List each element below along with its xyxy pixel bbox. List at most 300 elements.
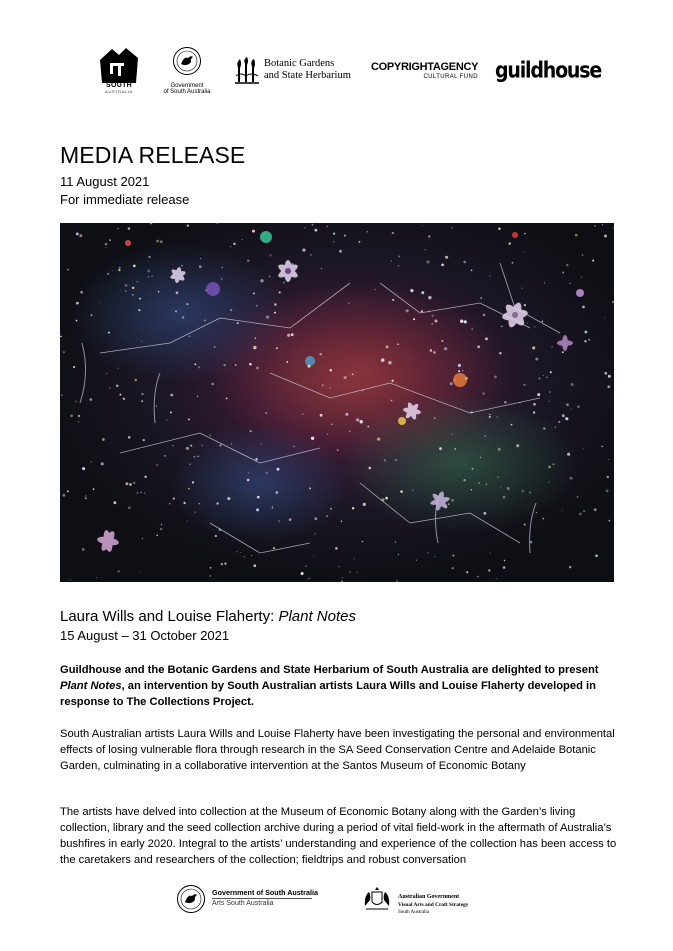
star [128, 227, 131, 230]
star [548, 482, 549, 483]
release-date: 11 August 2021 [60, 174, 150, 189]
star [546, 377, 547, 378]
government-sa-line2: of South Australia [163, 89, 211, 95]
star [410, 289, 413, 292]
exhibition-artists: Laura Wills and Louise Flaherty: [60, 608, 279, 625]
star [156, 240, 159, 243]
star [581, 276, 582, 277]
star [471, 489, 473, 491]
star [214, 346, 216, 348]
star [139, 298, 141, 300]
star [471, 270, 473, 272]
star [76, 232, 79, 235]
star [388, 361, 391, 364]
star [156, 535, 158, 537]
star [137, 281, 138, 282]
star [434, 417, 436, 419]
star [240, 552, 241, 553]
star [396, 580, 398, 582]
footer-gov-sa-line2: Arts South Australia [212, 900, 274, 907]
star [584, 340, 586, 342]
star [488, 569, 490, 571]
star [413, 318, 415, 320]
star [198, 503, 200, 505]
body-paragraph-1: South Australian artists Laura Wills and Louise Flaherty have been investigating the personal and environmental effects of losing vulnerable flora through research in the SA Seed Conservation Centre and Adelaide Botanic Garden, culminating in a collaborative intervention at the Santos Museum of Economic Botany [60, 728, 615, 772]
star [549, 401, 550, 402]
star [391, 380, 393, 382]
star [222, 267, 223, 268]
star [358, 241, 360, 243]
star [210, 575, 211, 576]
star [504, 401, 506, 403]
star [60, 336, 62, 338]
star [108, 332, 110, 334]
star [105, 243, 108, 246]
star [431, 315, 433, 317]
star [193, 456, 195, 458]
star [85, 495, 86, 496]
star [70, 579, 71, 580]
star [566, 403, 569, 406]
star [113, 501, 116, 504]
star [422, 225, 423, 226]
star [569, 566, 571, 568]
star [201, 445, 202, 446]
star [398, 256, 400, 258]
star [471, 328, 473, 330]
star [392, 299, 394, 301]
footer-piping-shrike-icon [176, 884, 206, 914]
star [276, 347, 278, 349]
star [484, 512, 487, 515]
star [477, 576, 479, 578]
star [176, 291, 179, 294]
star [172, 445, 173, 446]
south-australia-logo [96, 46, 142, 94]
star [454, 448, 456, 450]
star [102, 438, 105, 441]
star [231, 443, 232, 444]
star [305, 565, 306, 566]
star [187, 225, 189, 227]
star [173, 497, 175, 499]
star [530, 541, 533, 544]
star [489, 275, 490, 276]
star [592, 260, 594, 262]
star [391, 260, 392, 261]
star [503, 566, 506, 569]
star [137, 492, 139, 494]
star [434, 319, 437, 322]
star [582, 306, 585, 309]
star [366, 231, 368, 233]
botanic-gardens-line2: and State Herbarium [264, 70, 351, 81]
star [583, 510, 585, 512]
star [352, 373, 354, 375]
star [156, 405, 158, 407]
star [138, 309, 140, 311]
star [305, 228, 306, 229]
star [566, 264, 568, 266]
star [344, 235, 346, 237]
star [93, 488, 95, 490]
star [321, 268, 322, 269]
star [183, 502, 185, 504]
star [302, 413, 304, 415]
star [61, 394, 63, 396]
star [181, 265, 183, 267]
star [256, 367, 259, 370]
star [357, 572, 358, 573]
star [400, 490, 403, 493]
star [260, 279, 263, 282]
star [105, 247, 106, 248]
star [148, 276, 150, 278]
star [362, 541, 363, 542]
star [562, 510, 563, 511]
star [199, 265, 202, 268]
body-paragraph-2: The artists have delved into collection at the Museum of Economic Botany along with the Garden’s living collection, library and the seed collection archive during a period of vital field-work in the aftermath of Australia’s bushfires in early 2020. Integral to the artists’ understanding and experience of the collection has been access to the caretakers and researchers of the collection; fieldtrips and robust conversation [60, 806, 617, 866]
star [356, 418, 359, 421]
star [571, 408, 572, 409]
star [368, 467, 371, 470]
star [141, 393, 143, 395]
star [441, 263, 444, 266]
star [166, 419, 167, 420]
star [397, 344, 398, 345]
star [483, 392, 485, 394]
star [322, 384, 324, 386]
footer-aus-gov-line1: Australian Government [398, 894, 460, 900]
star [549, 391, 551, 393]
star [128, 436, 131, 439]
star [219, 444, 221, 446]
star [339, 250, 342, 253]
star [141, 400, 143, 402]
star [253, 346, 256, 349]
star [499, 352, 501, 354]
star [363, 503, 366, 506]
star [187, 521, 188, 522]
star [249, 363, 252, 366]
star [287, 334, 290, 337]
star [144, 493, 145, 494]
copyright-agency-logo [371, 61, 481, 80]
star [192, 481, 194, 483]
government-sa-line1: Government [170, 83, 204, 89]
star [133, 265, 136, 268]
lead-text-italic: Plant Notes [60, 680, 122, 692]
star [247, 259, 250, 262]
star [359, 420, 362, 423]
star [385, 497, 388, 500]
star [577, 406, 579, 408]
star [169, 503, 170, 504]
star [523, 384, 525, 386]
star [278, 520, 279, 521]
star [562, 272, 564, 274]
star [430, 349, 432, 351]
star [129, 483, 132, 486]
star [314, 229, 317, 232]
star [583, 448, 584, 449]
star [197, 456, 199, 458]
star [63, 351, 65, 353]
star [132, 287, 135, 290]
star [70, 414, 73, 417]
star [248, 472, 249, 473]
star [543, 375, 544, 376]
star [252, 230, 255, 233]
star [320, 414, 323, 417]
star [212, 383, 214, 385]
star [337, 449, 339, 451]
south-australia-name: SOUTH [106, 82, 132, 89]
star [484, 435, 485, 436]
star [381, 358, 384, 361]
star [472, 468, 474, 470]
star [386, 346, 389, 349]
star [354, 558, 355, 559]
star [533, 403, 536, 406]
star [501, 326, 502, 327]
star [480, 297, 482, 299]
star [117, 570, 119, 572]
star [230, 309, 232, 311]
star [427, 552, 428, 553]
star [541, 320, 543, 322]
star [117, 368, 118, 369]
star [253, 292, 255, 294]
star [524, 304, 526, 306]
star [333, 233, 335, 235]
star [243, 556, 245, 558]
star [441, 340, 443, 342]
star [151, 276, 152, 277]
star [80, 291, 83, 294]
star [539, 377, 541, 379]
footer-aus-gov-line2: Visual Arts and Craft Strategy [398, 902, 469, 908]
star [398, 554, 399, 555]
star [128, 506, 131, 509]
star [571, 383, 574, 386]
star [439, 447, 442, 450]
star [309, 487, 311, 489]
star [99, 302, 100, 303]
star [542, 518, 544, 520]
star [503, 496, 506, 499]
star [293, 445, 295, 447]
star [221, 563, 223, 565]
star [67, 269, 69, 271]
star [109, 239, 111, 241]
star [516, 444, 519, 447]
star [450, 382, 453, 385]
star [119, 394, 121, 396]
star [498, 227, 501, 230]
star [266, 315, 269, 318]
star [329, 387, 331, 389]
star [117, 228, 118, 229]
star [496, 416, 497, 417]
star [421, 310, 423, 312]
star [463, 261, 466, 264]
star [434, 556, 435, 557]
star [302, 249, 305, 252]
star [147, 270, 150, 273]
star [78, 415, 80, 417]
star [160, 240, 163, 243]
star [341, 580, 343, 582]
star [301, 572, 304, 575]
star [348, 302, 349, 303]
star [82, 548, 85, 551]
star [497, 476, 499, 478]
star [544, 283, 545, 284]
star [485, 338, 488, 341]
star [250, 430, 252, 432]
star [543, 427, 545, 429]
star [76, 302, 79, 305]
star [125, 284, 128, 287]
star [75, 401, 77, 403]
star [283, 282, 285, 284]
star [406, 309, 409, 312]
footer-gov-sa-logo [176, 884, 316, 916]
star [274, 312, 276, 314]
lead-text-end: , an intervention by South Australian artists Laura Wills and Louise Flaherty developed in response to The Collections Project. [60, 680, 596, 708]
star [233, 243, 235, 245]
botanic-gardens-logo [234, 56, 364, 86]
lead-paragraph [60, 662, 620, 710]
star [478, 482, 480, 484]
star [451, 499, 454, 502]
star [101, 462, 104, 465]
star [158, 291, 160, 293]
star [286, 361, 288, 363]
star [142, 538, 143, 539]
star [498, 448, 501, 451]
star [391, 400, 393, 402]
star [601, 446, 602, 447]
star [462, 370, 464, 372]
star [445, 256, 448, 259]
star [227, 497, 230, 500]
star [272, 507, 274, 509]
star [352, 507, 355, 510]
star [311, 224, 313, 226]
star [428, 235, 431, 238]
star [537, 393, 540, 396]
star [256, 305, 258, 307]
star [555, 427, 556, 428]
star [148, 256, 150, 258]
star [91, 314, 93, 316]
star [553, 463, 555, 465]
star [269, 275, 271, 277]
star [523, 252, 524, 253]
star [112, 271, 113, 272]
star [548, 466, 551, 469]
star [395, 459, 397, 461]
star [392, 232, 394, 234]
star [314, 555, 315, 556]
star [116, 385, 119, 388]
star [188, 488, 190, 490]
star [452, 567, 454, 569]
star [255, 337, 257, 339]
star [62, 494, 65, 497]
star [216, 502, 218, 504]
star [577, 496, 579, 498]
star [426, 260, 429, 263]
star [594, 508, 597, 511]
star [330, 508, 332, 510]
star [431, 323, 433, 325]
star [452, 555, 454, 557]
star [532, 346, 535, 349]
star [534, 326, 535, 327]
government-sa-logo [155, 46, 219, 95]
star [195, 512, 196, 513]
exhibition-name: Plant Notes [278, 608, 356, 625]
star [118, 269, 120, 271]
star [607, 476, 609, 478]
star [494, 376, 497, 379]
release-status: For immediate release [60, 192, 190, 207]
star [109, 387, 110, 388]
botanic-gardens-tree-icon [234, 56, 260, 84]
star [344, 376, 347, 379]
star [247, 479, 250, 482]
star [567, 453, 570, 456]
star [96, 577, 97, 578]
star [511, 424, 513, 426]
star [326, 226, 327, 227]
star [608, 375, 611, 378]
star [175, 310, 177, 312]
footer-gov-sa-rule [212, 898, 312, 899]
star [342, 577, 343, 578]
star [533, 411, 535, 413]
star [604, 235, 607, 238]
star [588, 339, 590, 341]
star [255, 458, 257, 460]
star [125, 290, 127, 292]
star [524, 524, 526, 526]
plant-notes-artwork [60, 223, 614, 582]
star [224, 563, 226, 565]
footer-aus-gov-logo [362, 886, 492, 918]
star [310, 254, 311, 255]
star [186, 447, 189, 450]
botanic-gardens-line1: Botanic Gardens [264, 58, 335, 69]
star [458, 370, 460, 372]
star [78, 421, 79, 422]
star [421, 291, 424, 294]
star [141, 340, 142, 341]
star [204, 320, 206, 322]
star [291, 333, 294, 336]
guildhouse-logo: guildhouse [495, 58, 602, 84]
star [194, 363, 196, 365]
star [428, 296, 431, 299]
star [490, 553, 491, 554]
star [156, 464, 158, 466]
star [349, 571, 350, 572]
star [452, 434, 453, 435]
star [242, 239, 243, 240]
